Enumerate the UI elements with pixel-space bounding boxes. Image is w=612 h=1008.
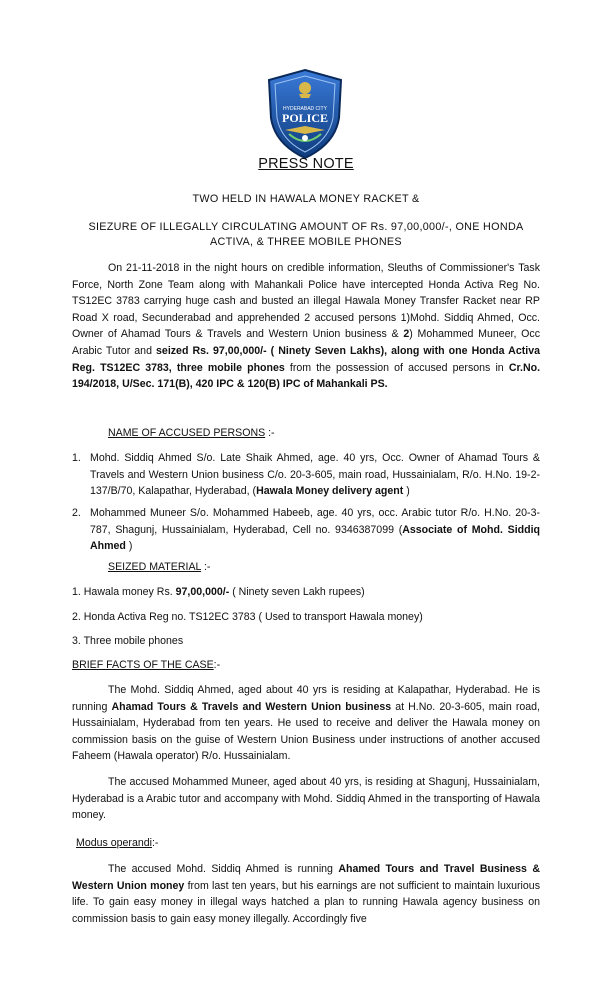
- seized-item-2: 2. Honda Activa Reg no. TS12EC 3783 ( Used to transport Hawala money): [72, 611, 423, 623]
- seized-heading: SEIZED MATERIAL :-: [108, 561, 211, 573]
- logo-top-text: HYDERABAD CITY: [283, 106, 327, 112]
- accused-heading: NAME OF ACCUSED PERSONS :-: [108, 427, 275, 439]
- brief-paragraph-2: The accused Mohammed Muneer, aged about 40 yrs, is residing at Shagunj, Hussainialam, Hyderabad is a Arabic tutor and accompany with Mohd. Siddiq Ahmed in the transporting of Hawala money.: [72, 776, 540, 822]
- seized-item-3: 3. Three mobile phones: [72, 635, 184, 647]
- subtitle-1: TWO HELD IN HAWALA MONEY RACKET &: [192, 193, 420, 205]
- seized-item-1: 1. Hawala money Rs. 97,00,000/- ( Ninety seven Lakh rupees): [72, 586, 365, 598]
- page-title: PRESS NOTE: [258, 156, 354, 172]
- list-item: 2. Mohammed Muneer S/o. Mohammed Habeeb, age. 40 yrs, occ. Arabic tutor R/o. H.No. 20-3-787, Shagunj, Hussainialam, Hyderabad, Cell no. 9346387099 (Associate of Mohd. Siddiq Ahmed ): [72, 507, 541, 553]
- modus-paragraph: The accused Mohd. Siddiq Ahmed is running Ahamed Tours and Travel Business & Western Union money from last ten years, but his earnings are not sufficient to maintain luxurious life. To gain easy money in illegal ways hatched a plan to running Hawala agency business on commission basis to gain easy money illegally. Accordingly five: [72, 863, 540, 925]
- logo-word: POLICE: [281, 111, 329, 125]
- brief-facts-heading: BRIEF FACTS OF THE CASE:-: [72, 659, 221, 671]
- brief-paragraph-1: The Mohd. Siddiq Ahmed, aged about 40 yrs is residing at Kalapathar, Hyderabad. He is running Ahamad Tours & Travels and Western Union business at H.No. 20-3-605, main road, Hussainialam, Hyderabad from ten years. He used to receive and deliver the Hawala money on commission basis on the guise of Western Union Business under instructions of another accused Faheem (Hawala operator) R/o. Hussainialam.: [72, 684, 540, 763]
- subtitle-2-line-1: SIEZURE OF ILLEGALLY CIRCULATING AMOUNT OF Rs. 97,00,000/-, ONE HONDA: [88, 221, 524, 233]
- police-logo-emblem: [265, 68, 345, 160]
- subtitle-2-line-2: ACTIVA, & THREE MOBILE PHONES: [210, 236, 402, 248]
- list-item: 1. Mohd. Siddiq Ahmed S/o. Late Shaik Ahmed, age. 40 yrs, Occ. Owner of Ahamad Tours & Travels and Western Union business C/o. 20-3-605, main road, Hussainialam, R/o. H.No. 19-2-137/B/70, Kalapathar, Hyderabad, (Hawala Money delivery agent ): [72, 452, 540, 498]
- modus-operandi-heading: Modus operandi:-: [76, 837, 159, 849]
- intro-paragraph: On 21-11-2018 in the night hours on credible information, Sleuths of Commissioner's Task Force, North Zone Team along with Mahankali Police have intercepted Honda Activa Reg No. TS12EC 3783 carrying huge cash and busted an illegal Hawala Money Transfer Racket near RP Road X road, Secunderabad and apprehended 2 accused persons 1)Mohd. Siddiq Ahmed, Occ. Owner of Ahamad Tours & Travels and Western Union business & 2) Mohammed Muneer, Occ Arabic Tutor and seized Rs. 97,00,000/- ( Ninety Seven Lakhs), along with one Honda Activa Reg. TS12EC 3783, three mobile phones from the possession of accused persons in Cr.No. 194/2018, U/Sec. 171(B), 420 IPC & 120(B) IPC of Mahankali PS.: [72, 262, 541, 391]
